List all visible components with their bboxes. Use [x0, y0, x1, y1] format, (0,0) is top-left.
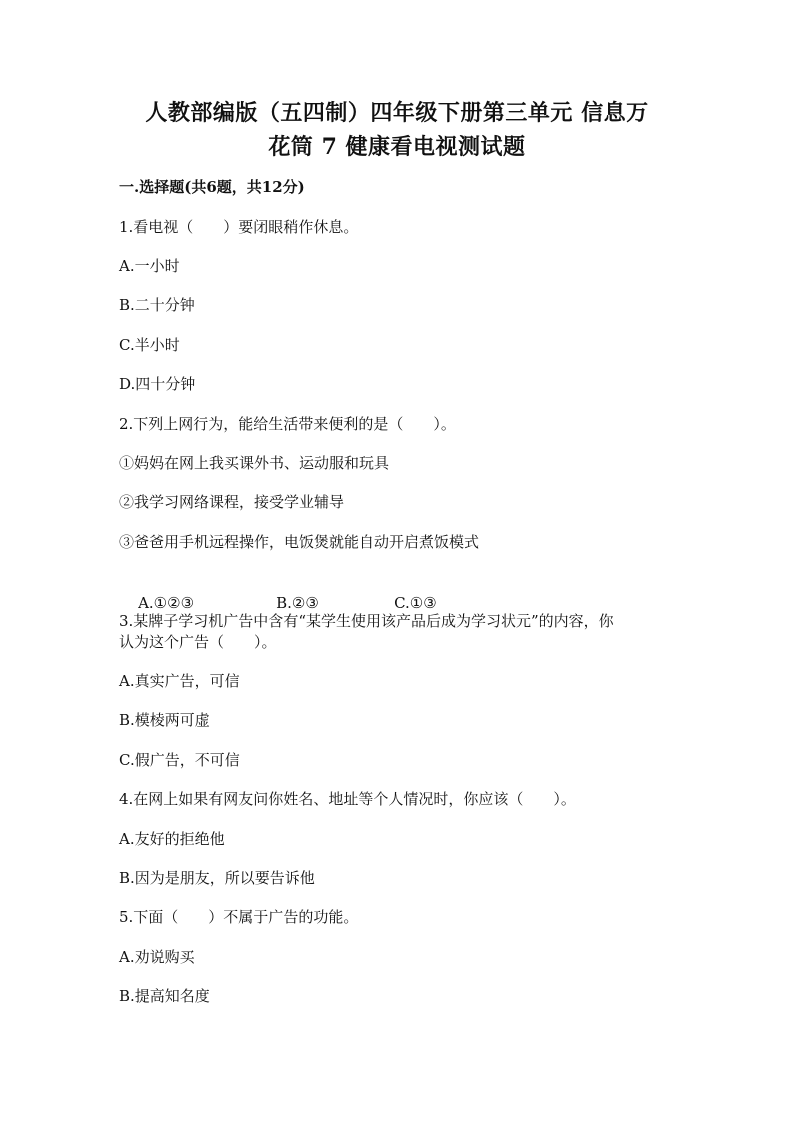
question-1-stem: 1.看电视（ ）要闭眼稍作休息。 [119, 218, 359, 236]
question-1-option-c: C.半小时 [119, 336, 180, 354]
question-2-option-b: B.②③ [276, 594, 319, 612]
question-2-option-c: C.①③ [394, 594, 437, 612]
question-2-stem: 2.下列上网行为，能给生活带来便利的是（ ）。 [119, 415, 456, 433]
question-1-option-d: D.四十分钟 [119, 375, 196, 393]
question-2-statement-3: ③爸爸用手机远程操作，电饭煲就能自动开启煮饭模式 [119, 533, 480, 551]
question-3-stem-line-2: 认为这个广告（ ）。 [119, 633, 277, 651]
question-4-option-a: A.友好的拒绝他 [119, 830, 225, 848]
document-title-line-1: 人教部编版（五四制）四年级下册第三单元 信息万 [145, 100, 649, 126]
question-1-option-b: B.二十分钟 [119, 296, 195, 314]
question-3-option-b: B.模棱两可虚 [119, 711, 210, 729]
document-title-line-2: 花筒 7 健康看电视测试题 [268, 134, 526, 160]
question-2-statement-1: ①妈妈在网上我买课外书、运动服和玩具 [119, 454, 390, 472]
question-2-option-a: A.①②③ [138, 594, 195, 612]
question-3-option-a: A.真实广告，可信 [119, 672, 240, 690]
question-4-option-b: B.因为是朋友，所以要告诉他 [119, 869, 315, 887]
question-5-option-b: B.提高知名度 [119, 987, 210, 1005]
question-5-stem: 5.下面（ ）不属于广告的功能。 [119, 908, 359, 926]
question-1-option-a: A.一小时 [119, 257, 180, 275]
question-2-statement-2: ②我学习网络课程，接受学业辅导 [119, 493, 345, 511]
question-3-stem-line-1: 3.某牌子学习机广告中含有“某学生使用该产品后成为学习状元”的内容，你 [119, 612, 614, 630]
question-3-option-c: C.假广告，不可信 [119, 751, 240, 769]
question-4-stem: 4.在网上如果有网友问你姓名、地址等个人情况时，你应该（ ）。 [119, 790, 576, 808]
section-heading: 一.选择题(共6题，共12分) [119, 178, 305, 196]
question-5-option-a: A.劝说购买 [119, 948, 195, 966]
